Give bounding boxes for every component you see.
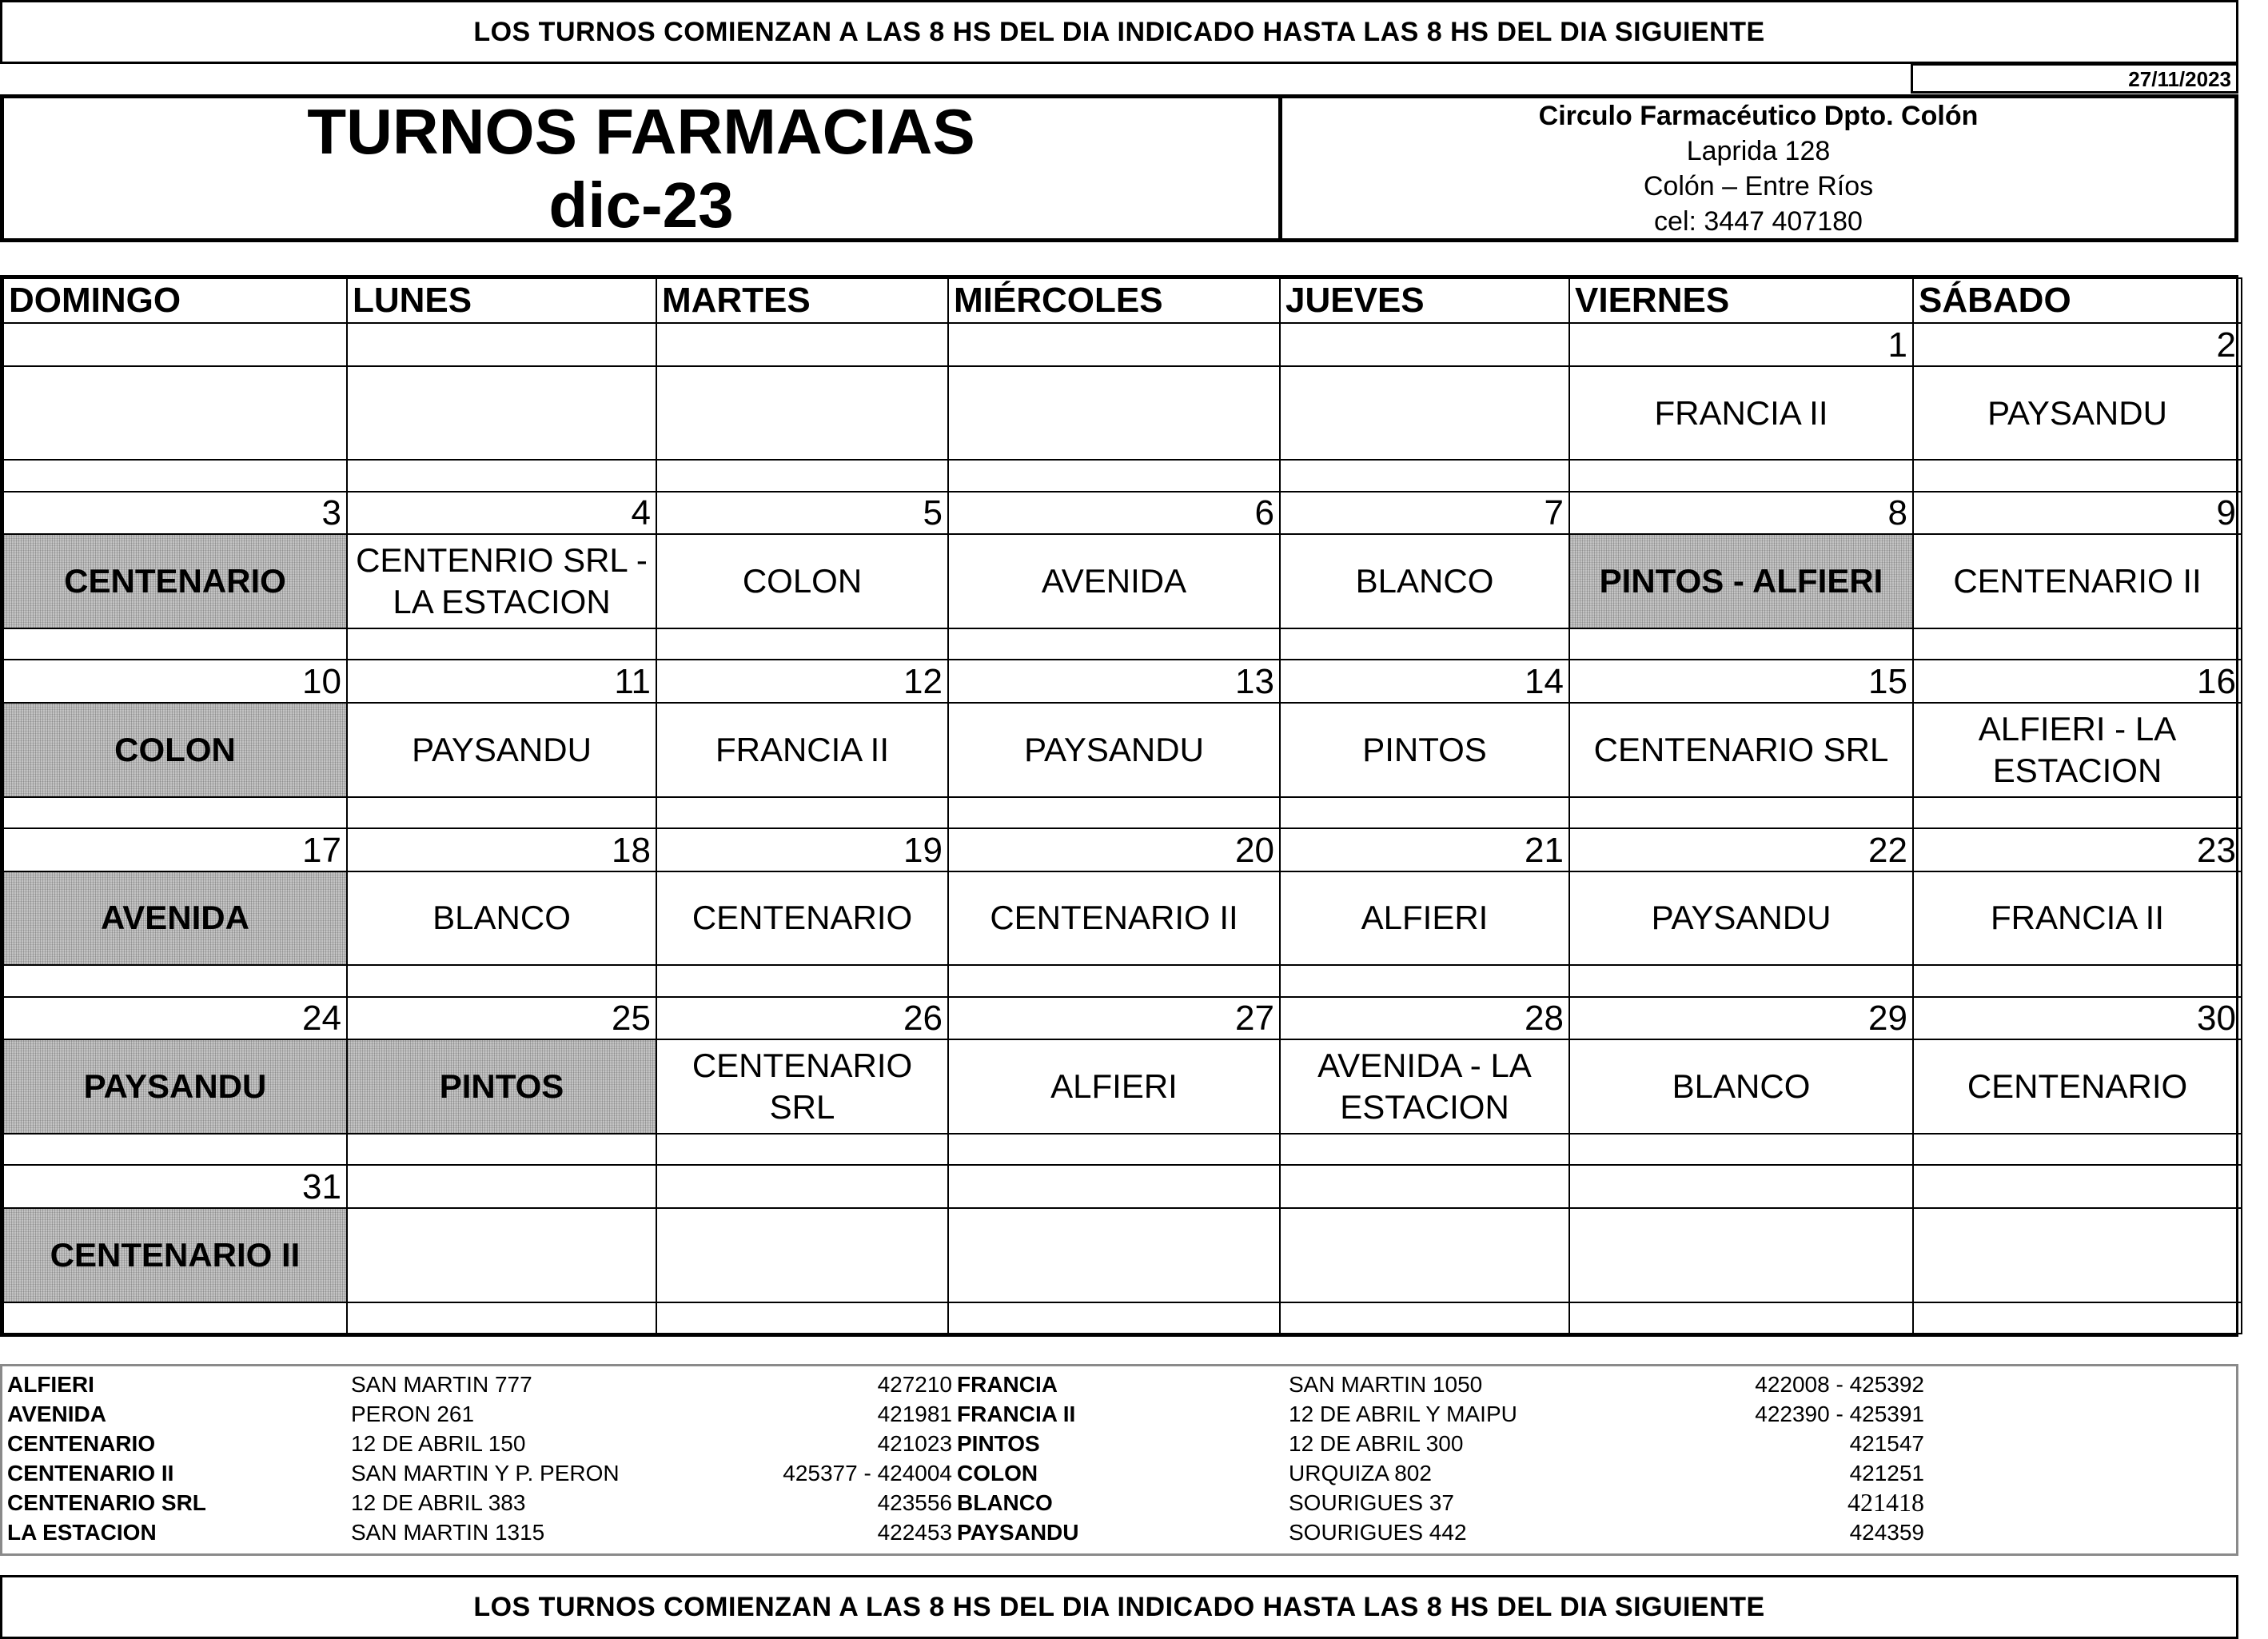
duty-pharmacy: [347, 1208, 656, 1302]
pharmacy-address: URQUIZA 802: [1289, 1460, 1432, 1485]
duty-calendar: [0, 275, 2238, 1337]
pharmacy-name: LA ESTACION: [7, 1519, 157, 1545]
duty-pharmacy: [1280, 1208, 1569, 1302]
pharmacy-address: 12 DE ABRIL 150: [351, 1430, 526, 1456]
week-spacer-row: [3, 460, 2242, 491]
pharmacy-name: BLANCO: [957, 1489, 1053, 1515]
pharmacy-phone: 421023: [877, 1430, 952, 1456]
duty-pharmacy: PINTOS: [1280, 703, 1569, 797]
day-number: 16: [1913, 660, 2242, 703]
spacer-cell: [656, 460, 948, 491]
day-number: [1280, 323, 1569, 366]
spacer-cell: [948, 460, 1280, 491]
filler-cell: [1929, 1370, 2231, 1399]
pharmacy-name: FRANCIA: [957, 1371, 1058, 1397]
pharmacy-phone: 425377 - 424004: [783, 1460, 952, 1485]
spacer-cell: [656, 965, 948, 996]
duty-pharmacy: AVENIDA - LA ESTACION: [1280, 1039, 1569, 1134]
weekday-header: MIÉRCOLES: [948, 278, 1280, 323]
day-number: 26: [656, 997, 948, 1040]
org-phone: cel: 3447 407180: [1654, 205, 1863, 237]
spacer-cell: [656, 797, 948, 828]
spacer-cell: [1280, 628, 1569, 660]
day-number: 11: [347, 660, 656, 703]
week-day-number-row: [3, 492, 2242, 535]
spacer-cell: [948, 628, 1280, 660]
day-number: [1569, 1165, 1913, 1208]
spacer-cell: [1913, 460, 2242, 491]
spacer-cell: [3, 965, 347, 996]
week-pharmacy-row: [3, 534, 2242, 628]
directory-row: [7, 1429, 2231, 1458]
duty-pharmacy: [1913, 1208, 2242, 1302]
directory-row: [7, 1488, 2231, 1517]
duty-pharmacy: ALFIERI: [1280, 871, 1569, 966]
day-number: 21: [1280, 828, 1569, 871]
spacer-cell: [1569, 460, 1913, 491]
day-number: [1913, 1165, 2242, 1208]
day-number: 20: [948, 828, 1280, 871]
pharmacy-phone: 422390 - 425391: [1755, 1401, 1924, 1426]
duty-pharmacy: [1280, 366, 1569, 461]
weekday-header: LUNES: [347, 278, 656, 323]
day-number: 8: [1569, 492, 1913, 535]
duty-pharmacy: CENTENARIO: [3, 534, 347, 628]
duty-pharmacy: COLON: [3, 703, 347, 797]
pharmacy-address: SAN MARTIN 777: [351, 1371, 532, 1397]
pharmacy-phone: 427210: [877, 1371, 952, 1397]
duty-pharmacy: PAYSANDU: [3, 1039, 347, 1134]
spacer-cell: [1913, 1134, 2242, 1165]
day-number: 29: [1569, 997, 1913, 1040]
pharmacy-name: FRANCIA II: [957, 1401, 1076, 1426]
filler-cell: [1929, 1399, 2231, 1429]
duty-pharmacy: CENTENARIO: [1913, 1039, 2242, 1134]
day-number: 25: [347, 997, 656, 1040]
spacer-cell: [1280, 965, 1569, 996]
duty-pharmacy: CENTENARIO II: [1913, 534, 2242, 628]
pharmacy-name: CENTENARIO SRL: [7, 1489, 206, 1515]
pharmacy-phone: 421981: [877, 1401, 952, 1426]
spacer-cell: [1913, 965, 2242, 996]
filler-cell: [1929, 1429, 2231, 1458]
weekday-header: VIERNES: [1569, 278, 1913, 323]
pharmacy-address: 12 DE ABRIL 383: [351, 1489, 526, 1515]
day-number: 15: [1569, 660, 1913, 703]
day-number: 31: [3, 1165, 347, 1208]
duty-pharmacy: CENTENARIO: [656, 871, 948, 966]
pharmacy-address: SAN MARTIN Y P. PERON: [351, 1460, 620, 1485]
day-number: [948, 1165, 1280, 1208]
day-number: 5: [656, 492, 948, 535]
spacer-cell: [347, 1134, 656, 1165]
spacer-cell: [656, 1302, 948, 1334]
week-spacer-row: [3, 628, 2242, 660]
day-number: 9: [1913, 492, 2242, 535]
day-number: 13: [948, 660, 1280, 703]
org-name: Circulo Farmacéutico Dpto. Colón: [1538, 100, 1979, 131]
spacer-cell: [347, 965, 656, 996]
week-pharmacy-row: [3, 1208, 2242, 1302]
pharmacy-phone: 422453: [877, 1519, 952, 1545]
directory-body: [7, 1370, 2231, 1547]
week-spacer-row: [3, 1134, 2242, 1165]
day-number: 4: [347, 492, 656, 535]
pharmacy-address: SOURIGUES 442: [1289, 1519, 1467, 1545]
duty-pharmacy: CENTENARIO SRL: [1569, 703, 1913, 797]
duty-pharmacy: ALFIERI: [948, 1039, 1280, 1134]
day-number: 10: [3, 660, 347, 703]
spacer-cell: [3, 797, 347, 828]
spacer-cell: [1569, 965, 1913, 996]
pharmacy-address: 12 DE ABRIL 300: [1289, 1430, 1464, 1456]
org-city: Colón – Entre Ríos: [1643, 170, 1874, 201]
spacer-cell: [1280, 1302, 1569, 1334]
duty-pharmacy: BLANCO: [1569, 1039, 1913, 1134]
duty-pharmacy: FRANCIA II: [656, 703, 948, 797]
day-number: [347, 323, 656, 366]
filler-cell: [1929, 1488, 2231, 1517]
day-number: 14: [1280, 660, 1569, 703]
pharmacy-name: AVENIDA: [7, 1401, 106, 1426]
duty-pharmacy: PINTOS - ALFIERI: [1569, 534, 1913, 628]
spacer-cell: [3, 1302, 347, 1334]
day-number: 1: [1569, 323, 1913, 366]
spacer-cell: [1913, 797, 2242, 828]
day-number: 19: [656, 828, 948, 871]
pharmacy-phone: 422008 - 425392: [1755, 1371, 1924, 1397]
duty-pharmacy: FRANCIA II: [1569, 366, 1913, 461]
day-number: [948, 323, 1280, 366]
duty-pharmacy: CENTENARIO II: [3, 1208, 347, 1302]
weekday-header: DOMINGO: [3, 278, 347, 323]
pharmacy-phone: 424359: [1849, 1519, 1924, 1545]
pharmacy-name: ALFIERI: [7, 1371, 94, 1397]
duty-pharmacy: ALFIERI - LA ESTACION: [1913, 703, 2242, 797]
duty-pharmacy: CENTENARIO SRL: [656, 1039, 948, 1134]
duty-pharmacy: PAYSANDU: [347, 703, 656, 797]
spacer-cell: [1569, 797, 1913, 828]
directory-row: [7, 1458, 2231, 1488]
duty-pharmacy: BLANCO: [1280, 534, 1569, 628]
spacer-cell: [1569, 1302, 1913, 1334]
week-day-number-row: [3, 1165, 2242, 1208]
weekday-header: MARTES: [656, 278, 948, 323]
top-notice-text: LOS TURNOS COMIENZAN A LAS 8 HS DEL DIA INDICADO HASTA LAS 8 HS DEL DIA SIGUIENTE: [473, 16, 1765, 47]
directory-row: [7, 1370, 2231, 1399]
week-day-number-row: [3, 997, 2242, 1040]
page-title: TURNOS FARMACIAS: [307, 95, 975, 167]
day-number: 18: [347, 828, 656, 871]
day-number: 24: [3, 997, 347, 1040]
calendar-body: [3, 323, 2242, 1334]
organization-info: [1280, 94, 2238, 242]
week-day-number-row: [3, 828, 2242, 871]
pharmacy-name: CENTENARIO: [7, 1430, 156, 1456]
spacer-cell: [347, 628, 656, 660]
week-spacer-row: [3, 797, 2242, 828]
duty-pharmacy: PAYSANDU: [1913, 366, 2242, 461]
pharmacy-address: 12 DE ABRIL Y MAIPU: [1289, 1401, 1517, 1426]
spacer-cell: [1913, 628, 2242, 660]
day-number: [1280, 1165, 1569, 1208]
calendar-table: [2, 277, 2242, 1334]
day-number: 22: [1569, 828, 1913, 871]
day-number: 23: [1913, 828, 2242, 871]
day-number: [3, 323, 347, 366]
day-number: 17: [3, 828, 347, 871]
day-number: 6: [948, 492, 1280, 535]
day-number: 3: [3, 492, 347, 535]
day-number: 27: [948, 997, 1280, 1040]
directory-row: [7, 1517, 2231, 1547]
week-day-number-row: [3, 323, 2242, 366]
spacer-cell: [347, 1302, 656, 1334]
day-number: 28: [1280, 997, 1569, 1040]
duty-pharmacy: PAYSANDU: [948, 703, 1280, 797]
header-title-box: [0, 94, 1282, 242]
pharmacy-name: CENTENARIO II: [7, 1460, 174, 1485]
spacer-cell: [1913, 1302, 2242, 1334]
spacer-cell: [948, 1302, 1280, 1334]
duty-pharmacy: PINTOS: [347, 1039, 656, 1134]
duty-pharmacy: [656, 366, 948, 461]
week-spacer-row: [3, 965, 2242, 996]
spacer-cell: [1280, 460, 1569, 491]
pharmacy-phone: 421547: [1849, 1430, 1924, 1456]
spacer-cell: [3, 1134, 347, 1165]
day-number: 30: [1913, 997, 2242, 1040]
pharmacy-phone: 423556: [877, 1489, 952, 1515]
pharmacy-phone: 421251: [1849, 1460, 1924, 1485]
pharmacy-name: PAYSANDU: [957, 1519, 1079, 1545]
org-address: Laprida 128: [1686, 135, 1831, 166]
week-pharmacy-row: [3, 366, 2242, 461]
day-number: [656, 323, 948, 366]
day-number: 12: [656, 660, 948, 703]
day-number: [347, 1165, 656, 1208]
duty-pharmacy: FRANCIA II: [1913, 871, 2242, 966]
top-notice-banner: [0, 0, 2238, 64]
spacer-cell: [656, 628, 948, 660]
duty-pharmacy: CENTENARIO II: [948, 871, 1280, 966]
spacer-cell: [1280, 1134, 1569, 1165]
pharmacy-address: SAN MARTIN 1050: [1289, 1371, 1483, 1397]
spacer-cell: [948, 797, 1280, 828]
bottom-notice-text: LOS TURNOS COMIENZAN A LAS 8 HS DEL DIA INDICADO HASTA LAS 8 HS DEL DIA SIGUIENTE: [473, 1591, 1765, 1622]
week-pharmacy-row: [3, 703, 2242, 797]
spacer-cell: [3, 628, 347, 660]
duty-pharmacy: CENTENRIO SRL - LA ESTACION: [347, 534, 656, 628]
weekday-header: SÁBADO: [1913, 278, 2242, 323]
weekday-header: JUEVES: [1280, 278, 1569, 323]
day-number: 7: [1280, 492, 1569, 535]
week-pharmacy-row: [3, 871, 2242, 966]
pharmacy-address: SOURIGUES 37: [1289, 1489, 1454, 1515]
duty-pharmacy: [656, 1208, 948, 1302]
spacer-cell: [948, 1134, 1280, 1165]
pharmacy-address: SAN MARTIN 1315: [351, 1519, 545, 1545]
bottom-notice-banner: [0, 1575, 2238, 1639]
spacer-cell: [948, 965, 1280, 996]
directory-row: [7, 1399, 2231, 1429]
week-pharmacy-row: [3, 1039, 2242, 1134]
filler-cell: [1929, 1517, 2231, 1547]
duty-pharmacy: [948, 366, 1280, 461]
filler-cell: [1929, 1458, 2231, 1488]
spacer-cell: [656, 1134, 948, 1165]
spacer-cell: [1569, 628, 1913, 660]
pharmacy-address: PERON 261: [351, 1401, 475, 1426]
spacer-cell: [1280, 797, 1569, 828]
pharmacy-name: PINTOS: [957, 1430, 1040, 1456]
directory-table: [7, 1370, 2231, 1547]
pharmacy-name: COLON: [957, 1460, 1038, 1485]
duty-pharmacy: [948, 1208, 1280, 1302]
duty-pharmacy: AVENIDA: [948, 534, 1280, 628]
spacer-cell: [1569, 1134, 1913, 1165]
duty-pharmacy: [3, 366, 347, 461]
spacer-cell: [3, 460, 347, 491]
pharmacy-phone: 421418: [1847, 1488, 1924, 1517]
duty-pharmacy: BLANCO: [347, 871, 656, 966]
duty-pharmacy: [1569, 1208, 1913, 1302]
duty-pharmacy: COLON: [656, 534, 948, 628]
pharmacy-directory: [0, 1364, 2238, 1556]
day-number: 2: [1913, 323, 2242, 366]
duty-pharmacy: [347, 366, 656, 461]
month-label: dic-23: [548, 169, 734, 241]
duty-pharmacy: PAYSANDU: [1569, 871, 1913, 966]
day-number: [656, 1165, 948, 1208]
spacer-cell: [347, 797, 656, 828]
weekday-header-row: [3, 278, 2242, 323]
duty-pharmacy: AVENIDA: [3, 871, 347, 966]
spacer-cell: [347, 460, 656, 491]
week-day-number-row: [3, 660, 2242, 703]
week-spacer-row: [3, 1302, 2242, 1334]
print-date: 27/11/2023: [1911, 63, 2238, 94]
